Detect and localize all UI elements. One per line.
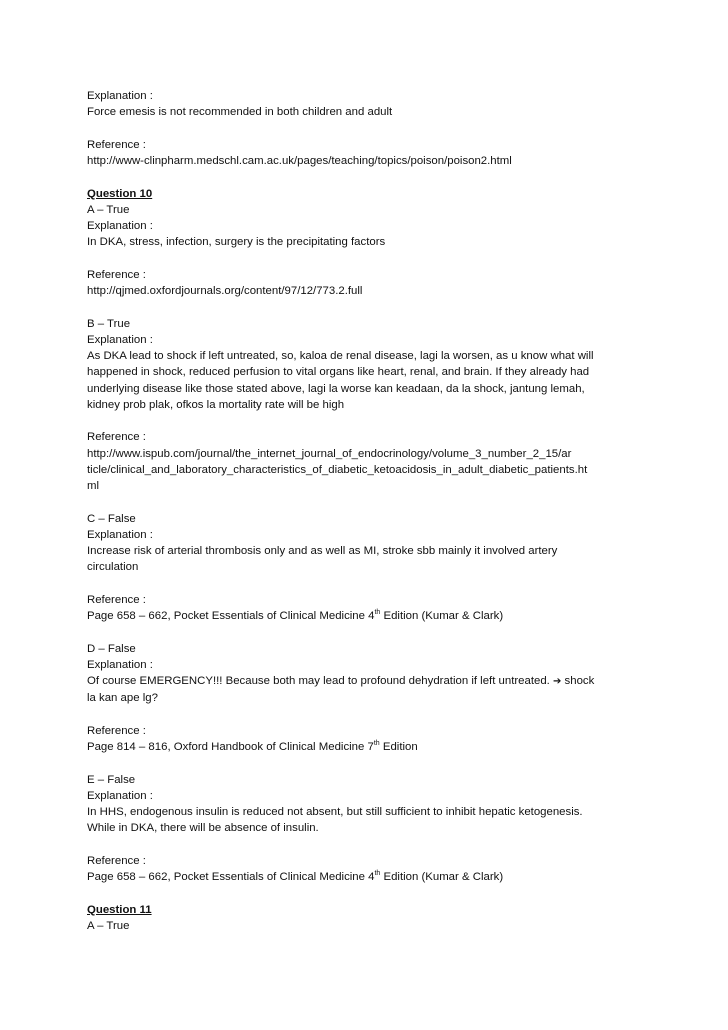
- paragraph-gap: [87, 169, 647, 185]
- explanation-text-part: Of course EMERGENCY!!! Because both may lead to profound dehydration if left untreated.: [87, 675, 553, 687]
- explanation-label: Explanation :: [87, 789, 153, 802]
- explanation-text: In DKA, stress, infection, surgery is the precipitating factors: [87, 236, 386, 249]
- citation-text: Edition (Kumar & Clark): [380, 610, 504, 622]
- paragraph-gap: [87, 299, 647, 315]
- answer-option: C – False: [87, 512, 136, 525]
- answer-option: A – True: [87, 919, 130, 932]
- paragraph-gap: [87, 837, 647, 853]
- reference-block: [87, 137, 647, 170]
- explanation-label: Explanation :: [87, 220, 153, 232]
- reference-url: http://www.ispub.com/journal/the_internet_journal_of_endocrinology/volume_3_number_2_15/ar: [87, 447, 572, 460]
- paragraph-gap: [87, 121, 647, 137]
- citation-text: Edition (Kumar & Clark): [380, 871, 504, 883]
- paragraph-gap: [87, 885, 647, 901]
- answer-block: [87, 316, 647, 414]
- explanation-text: In HHS, endogenous insulin is reduced not absent, but still sufficient to inhibit hepatic ketogenesis.: [87, 806, 583, 818]
- explanation-text: Increase risk of arterial thrombosis only and as well as MI, stroke sbb mainly it involved artery: [87, 545, 558, 557]
- reference-label: Reference :: [87, 724, 146, 737]
- paragraph-gap: [87, 413, 647, 429]
- explanation-text-part: shock: [561, 675, 595, 687]
- answer-option: D – False: [87, 642, 136, 655]
- paragraph-gap: [87, 624, 647, 640]
- answer-block: [87, 641, 647, 707]
- reference-label: Reference :: [87, 268, 146, 281]
- explanation-label: Explanation :: [87, 528, 153, 541]
- reference-block: [87, 267, 647, 300]
- paragraph-gap: [87, 251, 647, 267]
- answer-block: [87, 511, 647, 576]
- reference-label: Reference :: [87, 854, 146, 867]
- reference-block: [87, 592, 647, 625]
- explanation-text: happened in shock, reduced perfusion to vital organs like heart, renal, and brain. If they already had: [87, 366, 590, 379]
- reference-url: http://www-clinpharm.medschl.cam.ac.uk/pages/teaching/topics/poison/poison2.html: [87, 155, 512, 167]
- reference-citation: [87, 739, 647, 755]
- paragraph-gap: [87, 576, 647, 592]
- explanation-text: circulation: [87, 561, 139, 574]
- citation-text: Page 814 – 816, Oxford Handbook of Clinical Medicine 7: [87, 741, 374, 753]
- reference-label: Reference :: [87, 593, 146, 606]
- explanation-text: kidney prob plak, ofkos la mortality rate will be high: [87, 398, 345, 411]
- explanation-text: la kan ape lg?: [87, 692, 158, 705]
- answer-option: A – True: [87, 203, 130, 216]
- reference-label: Reference :: [87, 138, 146, 151]
- explanation-text: underlying disease like those stated above, lagi la worse kan keadaan, da la shock, jantung lemah,: [87, 382, 585, 395]
- paragraph-gap: [87, 707, 647, 723]
- question-block: [87, 902, 647, 935]
- reference-block: [87, 723, 647, 756]
- edition-superscript: th: [373, 740, 380, 747]
- explanation-block: [87, 88, 647, 121]
- question-heading: Question 11: [87, 903, 152, 916]
- paragraph-gap: [87, 494, 647, 510]
- citation-text: Edition: [379, 741, 418, 753]
- citation-text: Page 658 – 662, Pocket Essentials of Clinical Medicine 4: [87, 610, 375, 622]
- answer-option: B – True: [87, 317, 131, 330]
- reference-url: ml: [87, 480, 100, 492]
- right-arrow-icon: ➔: [553, 676, 562, 687]
- document-page: [87, 88, 647, 934]
- edition-superscript: th: [374, 609, 381, 616]
- explanation-label: Explanation :: [87, 333, 153, 346]
- explanation-label: Explanation :: [87, 90, 153, 102]
- paragraph-gap: [87, 755, 647, 771]
- citation-text: Page 658 – 662, Pocket Essentials of Clinical Medicine 4: [87, 871, 375, 883]
- reference-block: [87, 429, 647, 494]
- question-heading: Question 10: [87, 187, 153, 200]
- explanation-label: Explanation :: [87, 658, 153, 671]
- answer-option: E – False: [87, 773, 136, 786]
- edition-superscript: th: [374, 870, 381, 877]
- question-block: [87, 186, 647, 251]
- answer-block: [87, 772, 647, 837]
- explanation-text: Force emesis is not recommended in both children and adult: [87, 106, 393, 119]
- reference-block: [87, 853, 647, 886]
- reference-citation: [87, 608, 647, 624]
- reference-citation: [87, 869, 647, 885]
- explanation-text: [87, 673, 647, 690]
- reference-url: http://qjmed.oxfordjournals.org/content/97/12/773.2.full: [87, 285, 363, 297]
- reference-label: Reference :: [87, 431, 146, 444]
- explanation-text: While in DKA, there will be absence of insulin.: [87, 822, 319, 835]
- explanation-text: As DKA lead to shock if left untreated, so, kaloa de renal disease, lagi la worsen, as u know what will: [87, 350, 594, 362]
- reference-url: ticle/clinical_and_laboratory_characteristics_of_diabetic_ketoacidosis_in_adult_diabetic_patients.ht: [87, 463, 588, 476]
